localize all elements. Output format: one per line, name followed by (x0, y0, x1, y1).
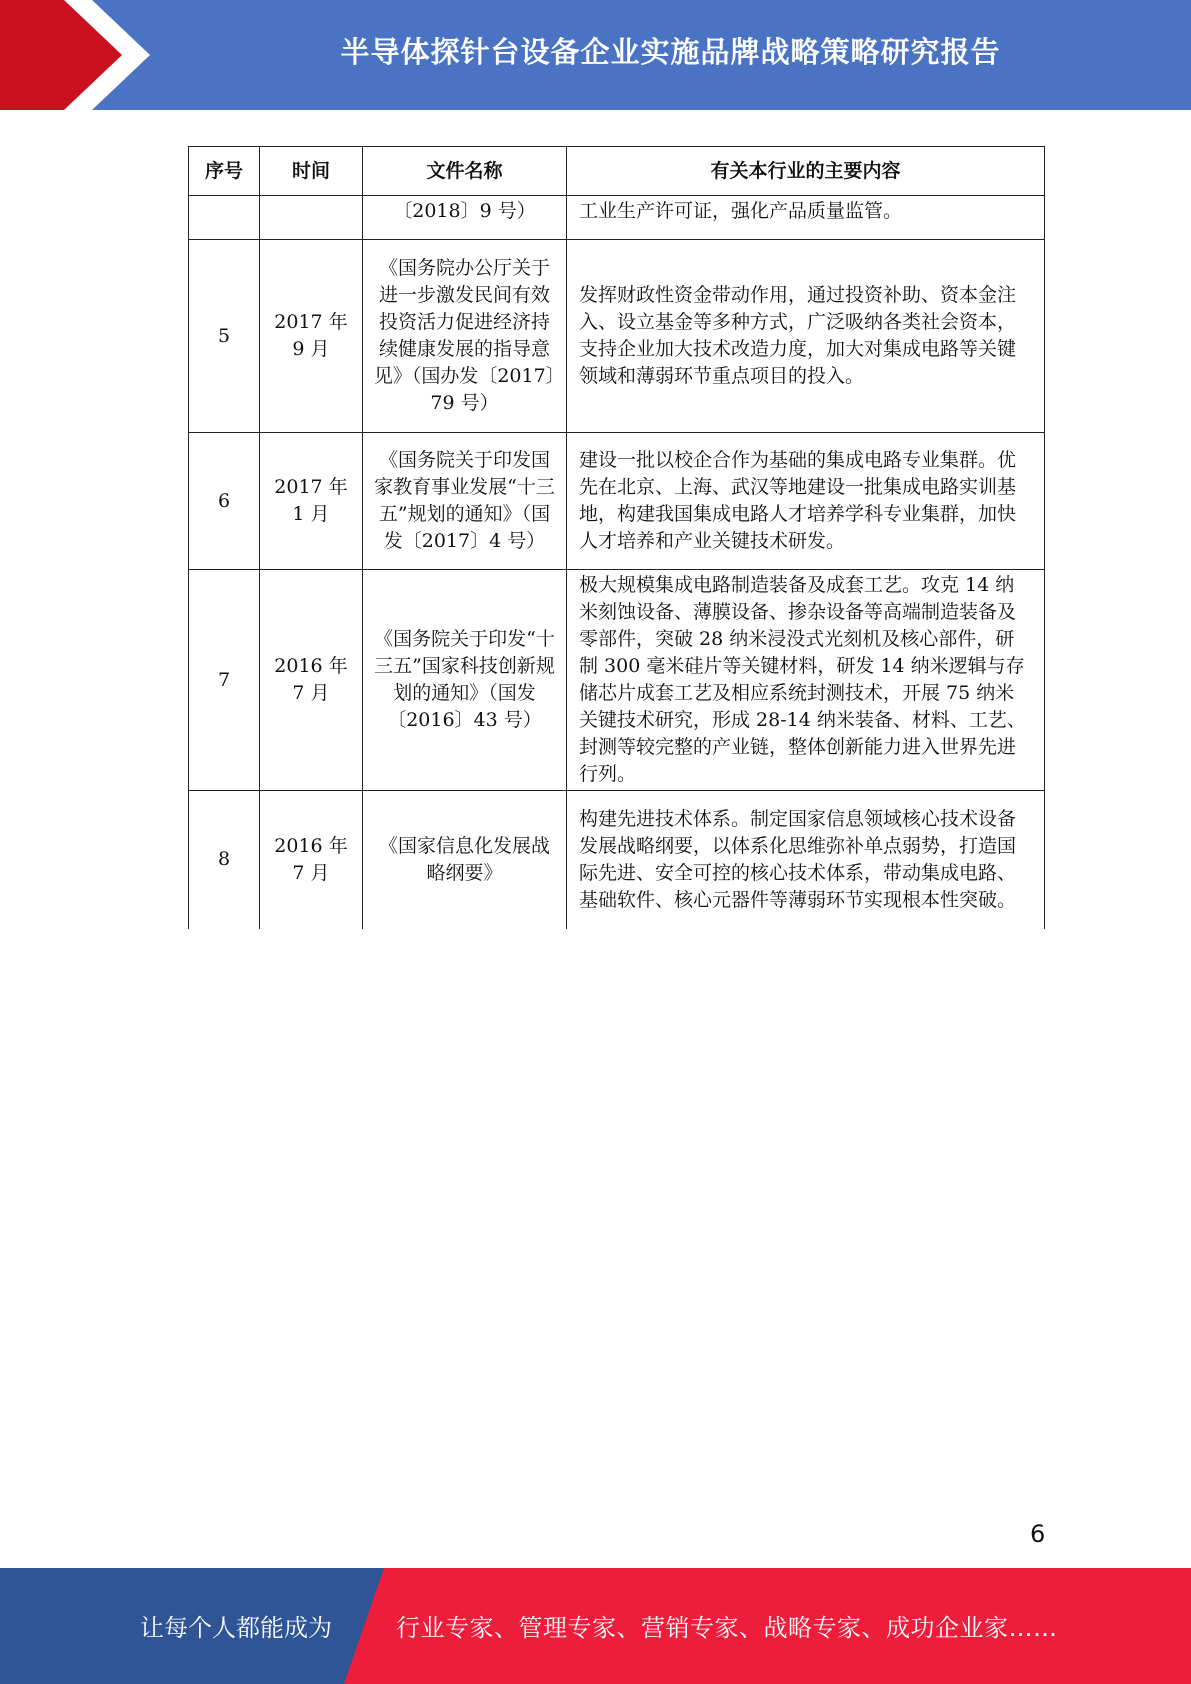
table-row (189, 240, 1045, 433)
table-row (189, 570, 1045, 791)
table-row (189, 196, 1045, 240)
row-no: 6 (189, 433, 260, 570)
row-time: 2017 年 1 月 (260, 433, 363, 570)
row-content: 建设一批以校企合作为基础的集成电路专业集群。优先在北京、上海、武汉等地建设一批集成电路实训基地，构建我国集成电路人才培养学科专业集群，加快人才培养和产业关键技术研发。 (567, 433, 1045, 570)
row-content: 工业生产许可证，强化产品质量监管。 (567, 196, 1045, 240)
table-row (189, 791, 1045, 929)
header-arrow-icon (0, 0, 160, 110)
row-no: 7 (189, 570, 260, 791)
row-time (260, 196, 363, 240)
footer-slogan-right: 行业专家、管理专家、营销专家、战略专家、成功企业家…… (396, 1614, 1058, 1642)
header-content: 有关本行业的主要内容 (567, 147, 1045, 196)
row-time: 2016 年 7 月 (260, 791, 363, 929)
header-doc-name: 文件名称 (363, 147, 567, 196)
page-number: 6 (1030, 1520, 1046, 1548)
row-doc-name: 〔2018〕9 号） (363, 196, 567, 240)
row-content: 极大规模集成电路制造装备及成套工艺。攻克 14 纳米刻蚀设备、薄膜设备、掺杂设备等高端制造装备及零部件，突破 28 纳米浸没式光刻机及核心部件，研制 300 毫米硅片等关键材料，研发 14 纳米逻辑与存储芯片成套工艺及相应系统封测技术，开展 75 纳米关键技术研究，形成 28-14 纳米装备、材料、工艺、封测等较完整的产业链，整体创新能力进入世界先进行列。 (567, 570, 1045, 791)
row-doc-name: 《国务院关于印发“十三五”国家科技创新规划的通知》（国发〔2016〕43 号） (363, 570, 567, 791)
row-time: 2016 年 7 月 (260, 570, 363, 791)
row-doc-name: 《国务院办公厅关于进一步激发民间有效投资活力促进经济持续健康发展的指导意见》（国办发〔2017〕79 号） (363, 240, 567, 433)
table-header-row (189, 147, 1045, 196)
header-no: 序号 (189, 147, 260, 196)
row-no (189, 196, 260, 240)
policy-table (188, 146, 1045, 929)
report-title: 半导体探针台设备企业实施品牌战略策略研究报告 (340, 34, 1001, 69)
row-doc-name: 《国务院关于印发国家教育事业发展“十三五”规划的通知》（国发〔2017〕4 号） (363, 433, 567, 570)
row-content: 构建先进技术体系。制定国家信息领域核心技术设备发展战略纲要，以体系化思维弥补单点弱势，打造国际先进、安全可控的核心技术体系，带动集成电路、基础软件、核心元器件等薄弱环节实现根本性突破。 (567, 791, 1045, 929)
header-time: 时间 (260, 147, 363, 196)
footer-slogan-left: 让每个人都能成为 (140, 1614, 332, 1642)
row-no: 8 (189, 791, 260, 929)
row-time: 2017 年 9 月 (260, 240, 363, 433)
row-doc-name: 《国家信息化发展战略纲要》 (363, 791, 567, 929)
table-row (189, 433, 1045, 570)
row-no: 5 (189, 240, 260, 433)
row-content: 发挥财政性资金带动作用，通过投资补助、资本金注入、设立基金等多种方式，广泛吸纳各类社会资本，支持企业加大技术改造力度，加大对集成电路等关键领域和薄弱环节重点项目的投入。 (567, 240, 1045, 433)
